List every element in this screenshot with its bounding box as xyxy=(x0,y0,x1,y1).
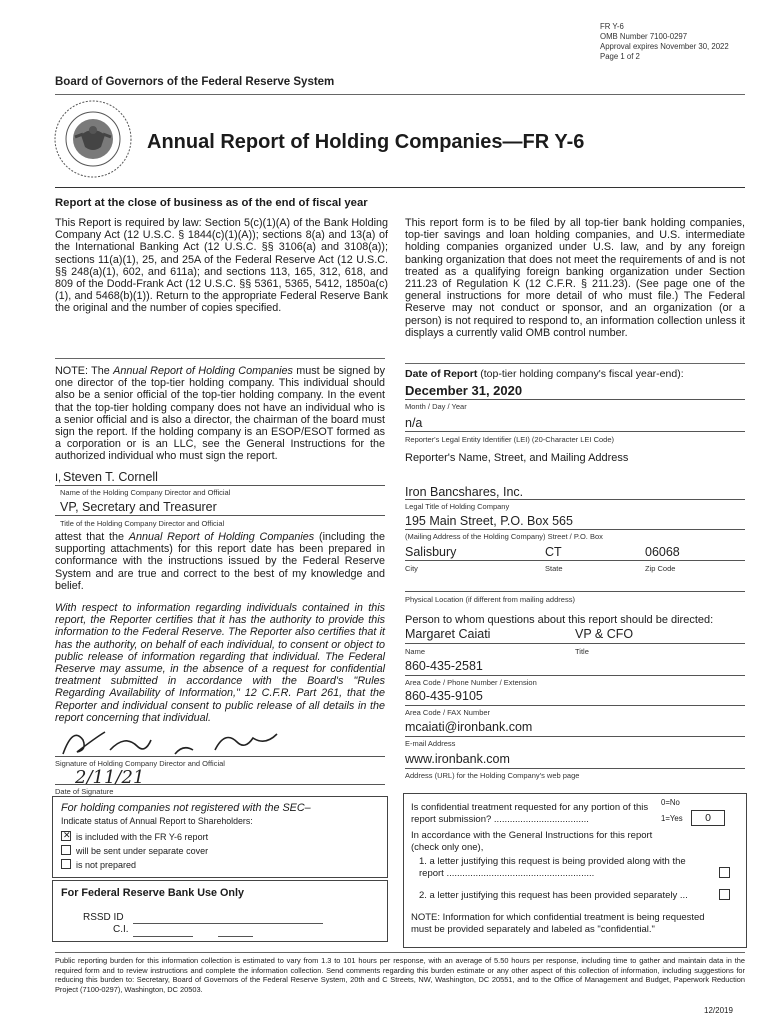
signer-title-line xyxy=(55,515,385,516)
contact-title: VP & CFO xyxy=(575,627,634,641)
rssd-label: RSSD ID xyxy=(83,912,124,923)
form-id: FR Y-6 xyxy=(600,22,624,31)
federal-reserve-seal xyxy=(53,99,133,179)
fax: 860-435-9105 xyxy=(405,689,483,703)
approval-expiry: Approval expires November 30, 2022 xyxy=(600,42,729,51)
email-label: E-mail Address xyxy=(405,739,456,748)
page-number: Page 1 of 2 xyxy=(600,52,640,61)
company-name: Iron Bancshares, Inc. xyxy=(405,485,524,499)
signature-line xyxy=(55,756,385,757)
contact-heading: Person to whom questions about this report should be directed: xyxy=(405,614,714,626)
title-rule xyxy=(55,187,745,188)
rssd-line xyxy=(133,923,323,924)
signer-title: VP, Secretary and Treasurer xyxy=(60,500,217,514)
contact-title-label: Title xyxy=(575,647,589,656)
attest-italic: Annual Report of Holding Companies xyxy=(128,531,315,543)
note-prefix: NOTE: The xyxy=(55,365,114,377)
website-line xyxy=(405,768,745,769)
note-text xyxy=(55,365,385,463)
physical-line xyxy=(405,591,745,592)
street: 195 Main Street, P.O. Box 565 xyxy=(405,514,573,528)
signer-title-label: Title of the Holding Company Director and Official xyxy=(60,519,225,528)
sec-option-separate-label: will be sent under separate cover xyxy=(76,846,209,856)
item-1-checkbox[interactable] xyxy=(719,867,730,878)
report-close-heading: Report at the close of business as of the end of fiscal year xyxy=(55,197,368,209)
signature-image xyxy=(55,720,305,760)
signature-date: 2/11/21 xyxy=(75,767,145,788)
note-body: must be signed by one director of the top-tier holding company. This individual should also be a senior official of the top-tier holding company. In the event that the top-tier holding company does not have an individual who is a senior official and is also a director, the chairman of the board must sign the report. If the holding company is an ESOP/ESOT formed as a corporation or is an LLC, see the General Instructions for the authorized individual who must sign the report. xyxy=(55,365,386,463)
signer-name-label: Name of the Holding Company Director and Official xyxy=(60,488,231,497)
ci-line xyxy=(133,936,193,937)
phone: 860-435-2581 xyxy=(405,659,483,673)
physical-label: Physical Location (if different from mailing address) xyxy=(405,595,575,604)
lei-line xyxy=(405,431,745,432)
email-line xyxy=(405,736,745,737)
date-line xyxy=(55,784,385,785)
contact-name: Margaret Caiati xyxy=(405,627,491,641)
state: CT xyxy=(545,545,562,559)
website: www.ironbank.com xyxy=(405,752,510,766)
header-rule xyxy=(55,94,745,95)
company-name-line xyxy=(405,499,745,500)
left-section-rule xyxy=(55,358,385,359)
city-label: City xyxy=(405,564,418,573)
zip: 06068 xyxy=(645,545,680,559)
report-date-label xyxy=(405,368,684,380)
report-date-label-rest: (top-tier holding company's fiscal year-end): xyxy=(477,368,684,380)
email: mcaiati@ironbank.com xyxy=(405,720,533,734)
confidential-question: Is confidential treatment requested for any portion of this report submission? .................................... xyxy=(411,802,649,825)
page-title: Annual Report of Holding Companies—FR Y-6 xyxy=(147,131,585,153)
company-name-label: Legal Title of Holding Company xyxy=(405,502,510,511)
sec-status-title: For holding companies not registered with the SEC– xyxy=(61,802,311,814)
confidential-answer-box[interactable] xyxy=(691,810,725,826)
sec-option-separate[interactable] xyxy=(61,845,208,856)
report-date-label-bold: Date of Report xyxy=(405,368,478,380)
no-label: 0=No xyxy=(661,798,680,807)
note-italic: Annual Report of Holding Companies xyxy=(113,365,293,377)
phone-label: Area Code / Phone Number / Extension xyxy=(405,678,537,687)
website-label: Address (URL) for the Holding Company's web page xyxy=(405,771,580,780)
footer-date: 12/2019 xyxy=(700,1006,733,1015)
sec-option-not-prepared-label: is not prepared xyxy=(76,860,137,870)
sec-option-not-prepared[interactable] xyxy=(61,859,136,870)
burden-statement: Public reporting burden for this information collection is estimated to vary from 1.3 to 101 hours per response, with an average of 5.50 hours per response, including time to gather and maintain data in the required form and to review instructions and complete the information collection. Send comments regarding this burden estimate or any other aspect of this collection of information, including suggestions for reducing this burden to: Secretary, Board of Governors of the Federal Reserve System, 20th and C Streets, NW, Washington, DC 20551, and to the Office of Management and Budget, Paperwork Reduction Project (7100-0297), Washington, DC 20503. xyxy=(55,956,745,994)
attest-b: (including the supporting attachments) for this report date has been prepared in conformance with the instructions issued by the Federal Reserve System and are true and correct to the best of my knowledge and belief. xyxy=(55,531,385,592)
report-date-line xyxy=(405,399,745,400)
state-label: State xyxy=(545,564,563,573)
contact-name-label: Name xyxy=(405,647,426,656)
street-line xyxy=(405,529,745,530)
item-2-checkbox[interactable] xyxy=(719,889,730,900)
left-intro-text: This Report is required by law: Section 5(c)(1)(A) of the Bank Holding Company Act (12 U.S.C. § 1844(c)(1)(A)); sections 8(a) and 13(a) of the International Banking Act (12 U.S.C. §§ 3106(a) and 3108(a)); sections 11(a)(1), 25, and 25A of the Federal Reserve Act (12 U.S.C. §§ 248(a)(1), 602, and 611a); and sections 113, 165, 312, 618, and 809 of the Dodd-Frank Act (12 U.S.C. §§ 5361, 5365, 5412, 1850a(c)(1), and 5468(b)(1)). Return to the appropriate Federal Reserve Bank the original and the number of copies specified. xyxy=(55,217,388,315)
contact-name-line xyxy=(405,643,745,644)
sec-status-box xyxy=(52,796,388,878)
report-date-value: December 31, 2020 xyxy=(405,383,523,398)
right-intro-text: This report form is to be filed by all top-tier bank holding companies, top-tier savings and loan holding companies, and U.S. intermediate holding companies organized under U.S. law, and by any foreign banking organization that does not meet the requirements of and is not treated as a qualifying foreign banking organization under Section 211.23 of Regulation K (12 C.F.R. § 211.23). (See page one of the general instructions for more detail of who must file.) The Federal Reserve may not conduct or sponsor, and an organization (or a person) is not required to respond to, an information collection unless it displays a currently valid OMB control number. xyxy=(405,217,745,339)
signer-prefix: I, xyxy=(55,472,62,484)
city-line xyxy=(405,560,745,561)
zip-label: Zip Code xyxy=(645,564,676,573)
lei-label: Reporter's Legal Entity Identifier (LEI) (20-Character LEI Code) xyxy=(405,435,615,444)
report-date-sub: Month / Day / Year xyxy=(405,402,467,411)
frb-use-box xyxy=(52,880,388,942)
date-label: Date of Signature xyxy=(55,787,114,796)
checkbox-not-prepared[interactable] xyxy=(61,859,71,869)
confidential-item-1: 1. a letter justifying this request is being provided along with the report ........................................................ xyxy=(419,856,686,879)
confidential-item-2: 2. a letter justifying this request has been provided separately ... xyxy=(419,890,688,901)
form-header-info xyxy=(600,22,729,62)
city: Salisbury xyxy=(405,545,457,559)
checkbox-separate[interactable] xyxy=(61,845,71,855)
lei-value: n/a xyxy=(405,416,423,430)
right-section-rule xyxy=(405,363,745,364)
frb-use-title: For Federal Reserve Bank Use Only xyxy=(61,887,245,899)
respect-text: With respect to information regarding individuals contained in this report, the Reporter certifies that it has the authority to provide this information to the Federal Reserve. The Reporter also certifies that it has the authority, on behalf of each individual, to consent or object to public release of information regarding that individual. The Federal Reserve may assume, in the absence of a request for confidential treatment submitted in accordance with the Board's "Rules Regarding Availability of Information," 12 C.F.R. Part 261, that the Reporter and individual consent to public release of all details in the report concerning that individual. xyxy=(55,602,385,724)
confidential-box xyxy=(403,793,747,948)
sec-option-included[interactable] xyxy=(61,831,208,842)
sec-status-sub: Indicate status of Annual Report to Shareholders: xyxy=(61,816,253,826)
checkbox-included[interactable] xyxy=(61,831,71,841)
fax-line xyxy=(405,705,745,706)
phone-line xyxy=(405,675,745,676)
signer-name: Steven T. Cornell xyxy=(63,470,158,484)
yes-label: 1=Yes xyxy=(661,814,683,823)
footer-rule xyxy=(55,952,745,953)
street-label: (Mailing Address of the Holding Company) Street / P.O. Box xyxy=(405,532,603,541)
signature-label: Signature of Holding Company Director and Official xyxy=(55,759,225,768)
signer-name-line xyxy=(55,485,385,486)
ci-line-2 xyxy=(218,936,253,937)
attest-a: attest that the xyxy=(55,531,129,543)
confidential-instr: In accordance with the General Instructions for this report (check only one), xyxy=(411,830,653,853)
omb-number: OMB Number 7100-0297 xyxy=(600,32,688,41)
board-name: Board of Governors of the Federal Reserve System xyxy=(55,76,335,88)
attest-text xyxy=(55,531,385,592)
address-heading: Reporter's Name, Street, and Mailing Address xyxy=(405,452,629,464)
ci-label: C.I. xyxy=(113,924,129,935)
sec-option-included-label: is included with the FR Y-6 report xyxy=(76,832,209,842)
fax-label: Area Code / FAX Number xyxy=(405,708,491,717)
confidential-answer: 0 xyxy=(705,812,711,824)
confidential-note: NOTE: Information for which confidential treatment is being requested must be provided separately and labeled as "confidential." xyxy=(411,912,705,935)
